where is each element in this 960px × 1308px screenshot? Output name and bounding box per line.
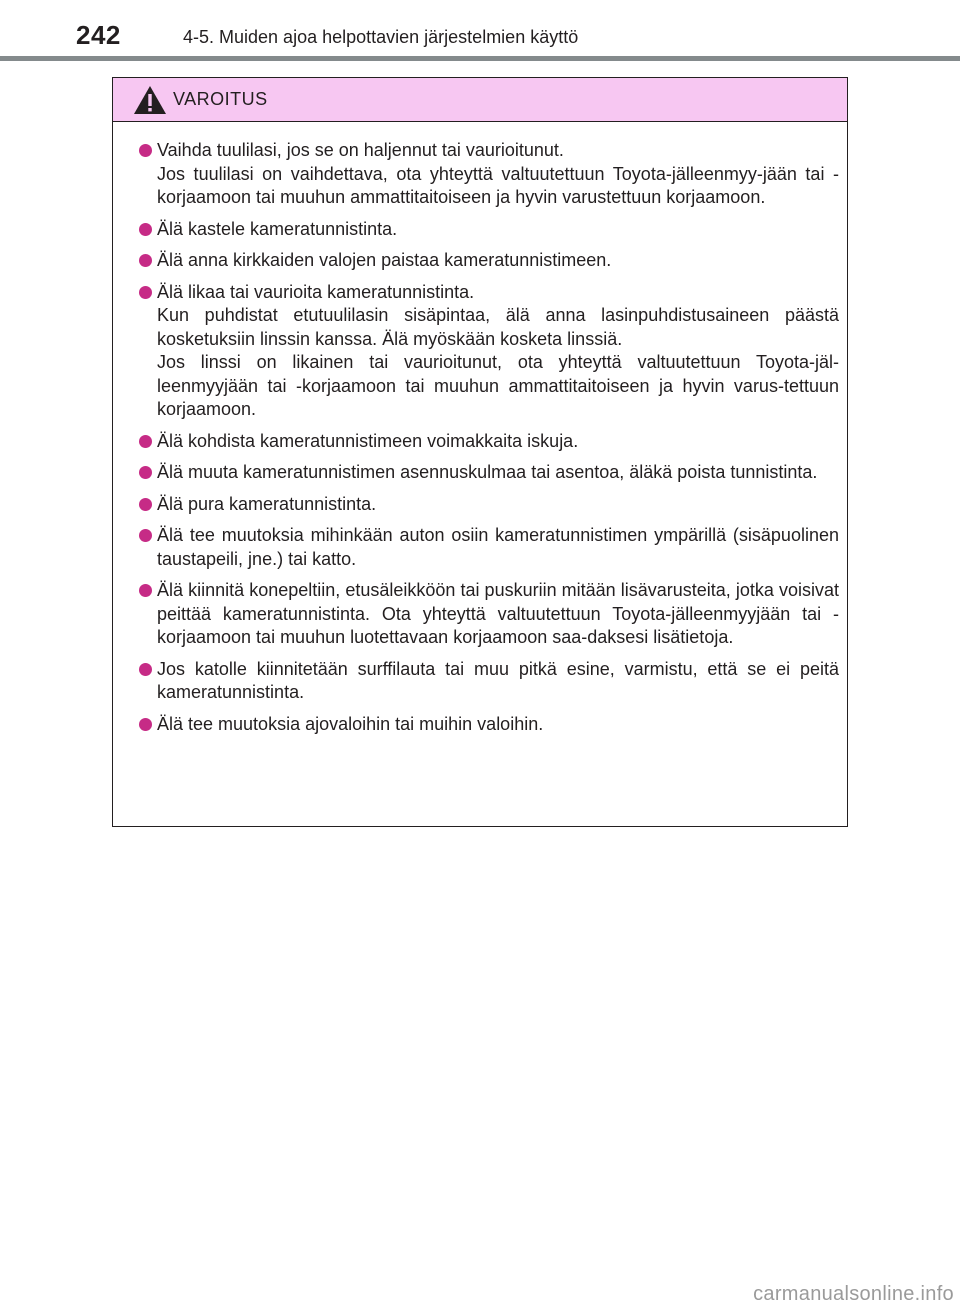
bullet-icon [139,254,152,267]
warning-item [157,249,839,273]
bullet-icon [139,718,152,731]
warning-item [157,218,839,242]
bullet-icon [139,663,152,676]
bullet-icon [139,435,152,448]
warning-item-text: Älä tee muutoksia ajovaloihin tai muihin valoihin. [157,713,544,734]
bullet-icon [139,529,152,542]
warning-item [157,461,839,485]
bullet-icon [139,466,152,479]
page-number: 242 [76,20,121,50]
warning-item-text: Älä kohdista kameratunnistimeen voimakkaita iskuja. [157,430,579,451]
warning-item-text: Älä pura kameratunnistinta. [157,493,377,514]
warning-item [157,281,839,422]
warning-item-text: Kun puhdistat etutuulilasin sisäpintaa, älä anna lasinpuhdistusaineen päästä kosketuksiin linssin kanssa. Älä myöskään kosketa linssiä. [157,305,839,349]
warning-item [157,524,839,571]
warning-title: VAROITUS [173,89,268,109]
warning-item-text: Vaihda tuulilasi, jos se on haljennut tai vaurioitunut. [157,140,564,160]
warning-item-text: Älä anna kirkkaiden valojen paistaa kameratunnistimeen. [157,250,612,270]
warning-triangle-icon [133,85,167,115]
warning-item-text: Älä muuta kameratunnistimen asennuskulmaa tai asentoa, äläkä poista tunnistinta. [157,462,818,482]
header-rule [0,56,960,61]
warning-item-text: Älä kastele kameratunnistinta. [157,218,398,239]
bullet-icon [139,286,152,299]
warning-item [157,493,839,517]
warning-item [157,139,839,210]
warning-list [113,122,847,736]
bullet-icon [139,584,152,597]
warning-item [157,579,839,650]
warning-item-text: Älä kiinnitä konepeltiin, etusäleikköön tai puskuriin mitään lisävarusteita, jotka voisivat peittää kameratunnistinta. Ota yhteyttä valtuutettuun Toyota-jälleenmyyjään tai -korjaamoon tai muuhun luotettavaan korjaamoon saa-daksesi lisätietoja. [157,580,839,647]
bullet-icon [139,144,152,157]
warning-box [112,77,848,827]
section-title: 4-5. Muiden ajoa helpottavien järjestelmien käyttö [183,27,579,47]
footer-watermark: carmanualsonline.info [753,1283,954,1305]
warning-item-text: Älä likaa tai vaurioita kameratunnistinta. [157,281,475,302]
bullet-icon [139,223,152,236]
warning-header [113,78,847,122]
warning-item [157,658,839,705]
warning-item-text: Älä tee muutoksia mihinkään auton osiin kameratunnistimen ympärillä (sisäpuolinen taustapeili, jne.) tai katto. [157,525,839,569]
warning-item-text: Jos tuulilasi on vaihdettava, ota yhteyttä valtuutettuun Toyota-jälleenmyy-jään tai -korjaamoon tai muuhun ammattitaitoiseen ja hyvin varustettuun korjaamoon. [157,163,839,207]
warning-item [157,430,839,454]
warning-item-text: Jos katolle kiinnitetään surffilauta tai muu pitkä esine, varmistu, että se ei peitä kameratunnistinta. [157,658,839,702]
page-header [0,0,960,66]
bullet-icon [139,498,152,511]
warning-item [157,713,839,737]
warning-item-text: Jos linssi on likainen tai vaurioitunut, ota yhteyttä valtuutettuun Toyota-jäl-leenmyyjään tai -korjaamoon tai muuhun ammattitaitoiseen ja hyvin varus-tettuun korjaamoon. [157,352,839,419]
